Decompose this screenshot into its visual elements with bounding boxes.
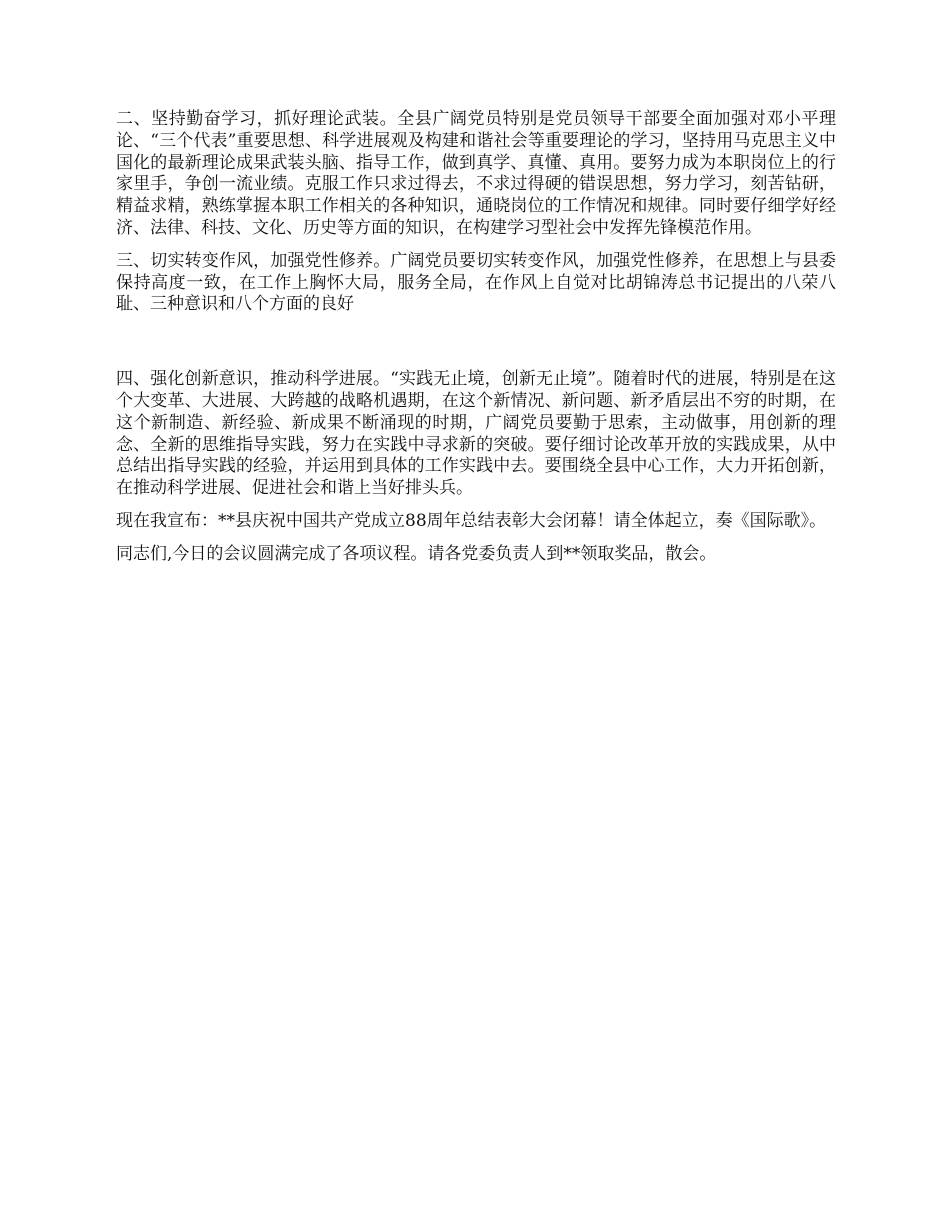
- paragraph-adjournment: 同志们,今日的会议圆满完成了各项议程。请各党委负责人到**领取奖品，散会。: [116, 543, 717, 564]
- paragraph-transform-style: 三、切实转变作风，加强党性修养。广阔党员要切实转变作风，加强党性修养，在思想上与县委保持高度一致，在工作上胸怀大局，服务全局，在作风上自觉对比胡锦涛总书记提出的八荣八耻、三种意识和八个方面的良好: [116, 250, 836, 315]
- paragraph-study-theory: 二、坚持勤奋学习，抓好理论武装。全县广阔党员特别是党员领导干部要全面加强对邓小平理论、“三个代表”重要思想、科学进展观及构建和谐社会等重要理论的学习，坚持用马克思主义中国化的最新理论成果武装头脑、指导工作，做到真学、真懂、真用。要努力成为本职岗位上的行家里手，争创一流业绩。克服工作只求过得去，不求过得硬的错误思想，努力学习，刻苦钻研，精益求精，熟练掌握本职工作相关的各种知识，通晓岗位的工作情况和规律。同时要仔细学好经济、法律、科技、文化、历史等方面的知识，在构建学习型社会中发挥先锋模范作用。: [116, 109, 836, 238]
- document-body: [116, 109, 836, 566]
- paragraph-closing-announcement: 现在我宣布：**县庆祝中国共产党成立88周年总结表彰大会闭幕！请全体起立，奏《国际歌》。: [116, 510, 827, 531]
- paragraph-innovation: 四、强化创新意识，推动科学进展。“实践无止境，创新无止境”。随着时代的进展，特别是在这个大变革、大进展、大跨越的战略机遇期，在这个新情况、新问题、新矛盾层出不穷的时期，在这个新制造、新经验、新成果不断涌现的时期，广阔党员要勤于思索，主动做事，用创新的理念、全新的思维指导实践，努力在实践中寻求新的突破。要仔细讨论改革开放的实践成果，从中总结出指导实践的经验，并运用到具体的工作实践中去。要围绕全县中心工作，大力开拓创新，在推动科学进展、促进社会和谐上当好排头兵。: [116, 369, 836, 499]
